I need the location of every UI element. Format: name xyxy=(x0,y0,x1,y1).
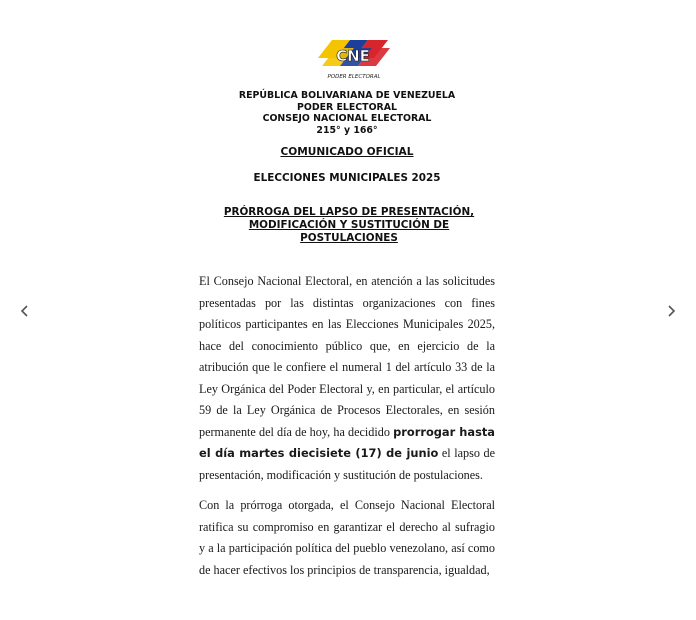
body-paragraph-1 xyxy=(199,271,495,486)
header-line-republic: REPÚBLICA BOLIVARIANA DE VENEZUELA xyxy=(238,90,456,101)
elections-title: ELECCIONES MUNICIPALES 2025 xyxy=(253,172,441,184)
paragraph-1-text-before: El Consejo Nacional Electoral, en atención a las solicitudes presentadas por las distintas organizaciones con fines políticos participantes en las Elecciones Municipales 2025, hace del conocimiento público que, en ejercicio de la atribución que le confiere el numeral 1 del artículo 33 de la Ley Orgánica del Poder Electoral y, en particular, el artículo 59 de la Ley Orgánica de Procesos Electorales, en sesión permanente del día de hoy, ha decidido xyxy=(199,274,495,439)
next-page-button[interactable] xyxy=(660,300,682,322)
paragraph-1-text-after: el lapso de presentación, modificación y sustitución de postulaciones. xyxy=(199,446,495,482)
logo-tagline: PODER ELECTORAL xyxy=(327,74,381,80)
chevron-left-icon xyxy=(18,304,32,318)
previous-page-button[interactable] xyxy=(14,300,36,322)
body-paragraph-2: Con la prórroga otorgada, el Consejo Nacional Electoral ratifica su compromiso en garantizar el derecho al sufragio y a la participación política del pueblo venezolano, así como de hacer efectivos los principios de transparencia, igualdad, xyxy=(199,498,495,577)
subject-heading: PRÓRROGA DEL LAPSO DE PRESENTACIÓN, MODIFICACIÓN Y SUSTITUCIÓN DE POSTULACIONES xyxy=(223,206,475,244)
header-line-power: PODER ELECTORAL xyxy=(297,101,397,113)
chevron-right-icon xyxy=(664,304,678,318)
header-line-council: CONSEJO NACIONAL ELECTORAL xyxy=(262,113,432,124)
header-line-years: 215° y 166° xyxy=(316,124,378,136)
paragraph-1-bold-text: prorrogar hasta el día martes diecisiete (17) de junio xyxy=(199,424,495,460)
logo-text: CNE xyxy=(336,47,370,65)
cne-logo xyxy=(312,32,394,82)
institution-header xyxy=(196,90,498,136)
communique-title: COMUNICADO OFICIAL xyxy=(280,146,414,158)
